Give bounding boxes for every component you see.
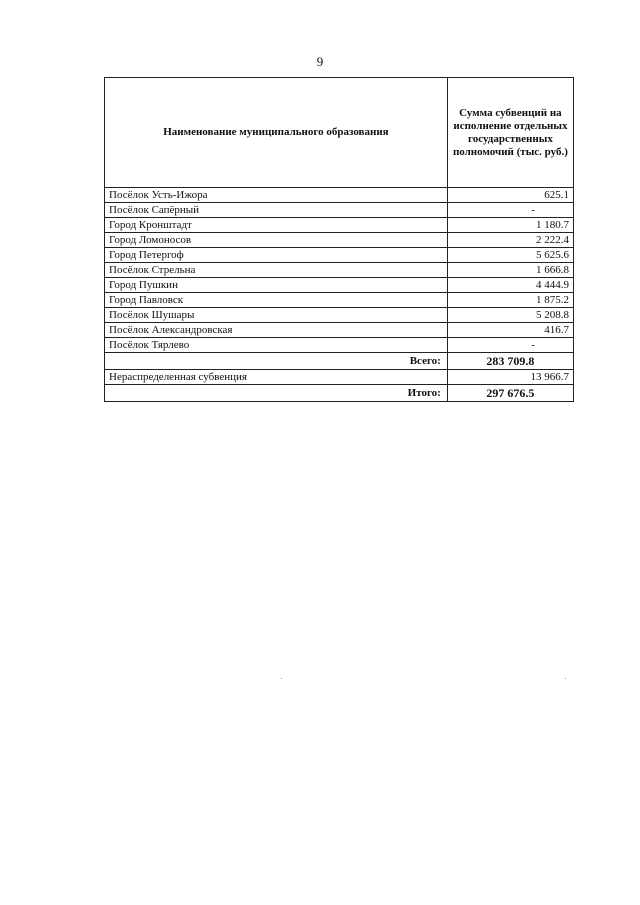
row-name: Посёлок Усть-Ижора [105,188,448,203]
row-value: - [447,203,573,218]
row-name: Город Кронштадт [105,218,448,233]
row-name: Город Петергоф [105,248,448,263]
unallocated-name: Нераспределенная субвенция [105,370,448,385]
table-row [105,203,574,218]
table-row [105,218,574,233]
row-value: 2 222.4 [447,233,573,248]
subtotal-value: 283 709.8 [447,353,573,370]
row-value: 1 180.7 [447,218,573,233]
table-row [105,263,574,278]
row-name: Город Ломоносов [105,233,448,248]
row-name: Посёлок Сапёрный [105,203,448,218]
total-value: 297 676.5 [447,385,573,402]
total-label: Итого: [105,385,448,402]
header-municipality-name: Наименование муниципального образования [105,78,448,188]
subtotal-label: Всего: [105,353,448,370]
row-value: 1 875.2 [447,293,573,308]
total-row [105,385,574,402]
subtotal-row [105,353,574,370]
page-number: 9 [316,54,324,69]
scan-speck [565,678,566,679]
row-value: 1 666.8 [447,263,573,278]
subsidy-table [104,77,574,402]
table-header-row [105,78,574,188]
row-name: Город Пушкин [105,278,448,293]
table-row [105,278,574,293]
table-row [105,248,574,263]
scan-speck [281,678,282,679]
header-subsidy-sum: Сумма субвенций на исполнение отдельных государственных полномочий (тыс. руб.) [447,78,573,188]
row-value: 4 444.9 [447,278,573,293]
row-name: Посёлок Стрельна [105,263,448,278]
row-name: Посёлок Тярлево [105,338,448,353]
table-row [105,308,574,323]
table-row [105,323,574,338]
unallocated-row [105,370,574,385]
row-value: 5 208.8 [447,308,573,323]
unallocated-value: 13 966.7 [447,370,573,385]
row-name: Город Павловск [105,293,448,308]
row-name: Посёлок Александровская [105,323,448,338]
row-value: 416.7 [447,323,573,338]
row-value: 5 625.6 [447,248,573,263]
table-row [105,293,574,308]
table-row [105,233,574,248]
table-row [105,188,574,203]
row-value: 625.1 [447,188,573,203]
table-row [105,338,574,353]
row-value: - [447,338,573,353]
row-name: Посёлок Шушары [105,308,448,323]
